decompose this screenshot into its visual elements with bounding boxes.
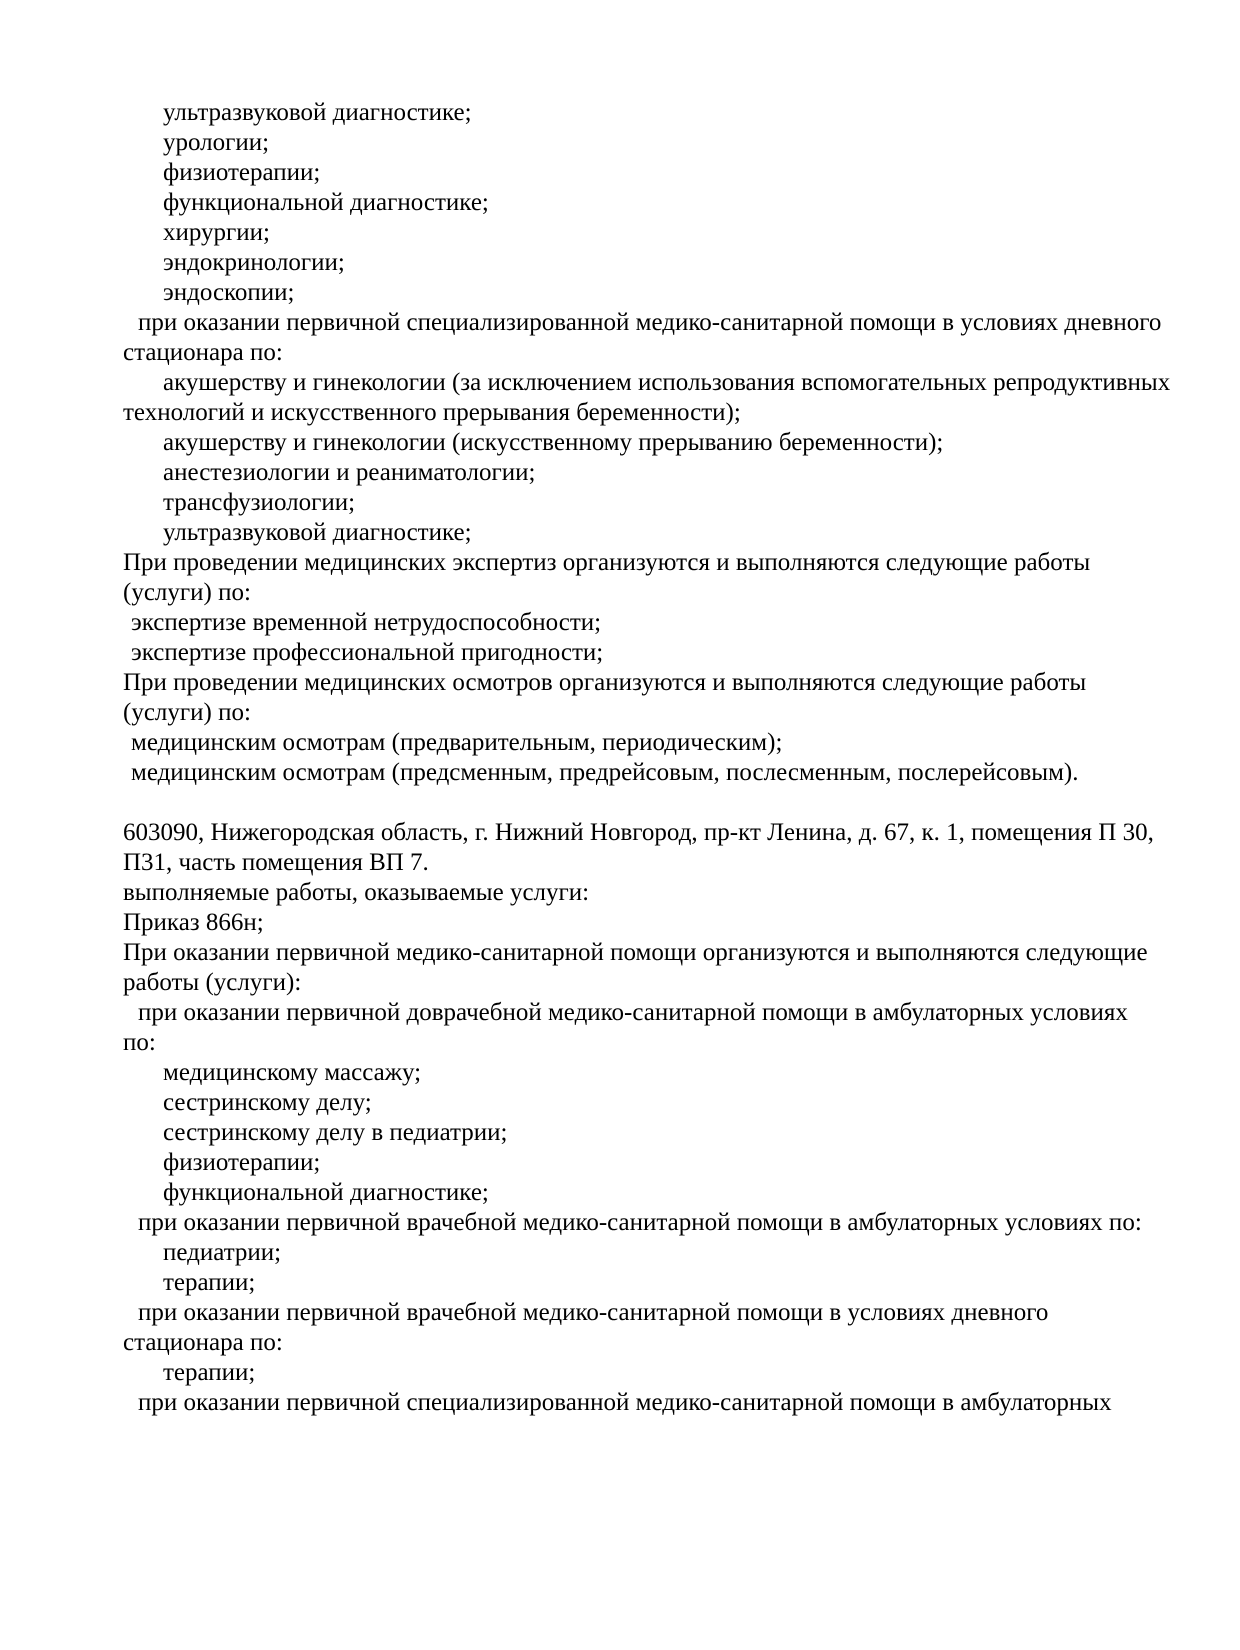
text-line: (услуги) по: <box>123 579 251 606</box>
text-line: при оказании первичной доврачебной медико-санитарной помощи в амбулаторных условиях <box>138 999 1128 1026</box>
text-line: при оказании первичной врачебной медико-санитарной помощи в условиях дневного <box>138 1299 1049 1326</box>
text-line: работы (услуги): <box>123 969 302 996</box>
text-line: экспертизе профессиональной пригодности; <box>131 639 604 666</box>
text-line: 603090, Нижегородская область, г. Нижний Новгород, пр-кт Ленина, д. 67, к. 1, помещения П 30, <box>123 819 1154 846</box>
text-line: эндоскопии; <box>163 279 295 306</box>
text-line: хирургии; <box>163 219 271 246</box>
text-line <box>123 788 1190 818</box>
text-line: технологий и искусственного прерывания беременности); <box>123 399 741 426</box>
text-line: эндокринологии; <box>163 249 345 276</box>
text-line: экспертизе временной нетрудоспособности; <box>131 609 602 636</box>
text-line: стационара по: <box>123 1329 283 1356</box>
text-line: терапии; <box>163 1359 256 1386</box>
text-line: При оказании первичной медико-санитарной помощи организуются и выполняются следующие <box>123 939 1148 966</box>
document-text-body <box>123 98 1190 1418</box>
text-line: физиотерапии; <box>163 159 321 186</box>
text-line: П31, часть помещения ВП 7. <box>123 849 429 876</box>
text-line: урологии; <box>163 129 270 156</box>
text-line: акушерству и гинекологии (за исключением использования вспомогательных репродуктивных <box>163 369 1171 396</box>
text-line: педиатрии; <box>163 1239 282 1266</box>
text-line: при оказании первичной специализированной медико-санитарной помощи в амбулаторных <box>138 1389 1112 1416</box>
text-line: трансфузиологии; <box>163 489 356 516</box>
text-line: физиотерапии; <box>163 1149 321 1176</box>
text-line: акушерству и гинекологии (искусственному прерыванию беременности); <box>163 429 944 456</box>
text-line: функциональной диагностике; <box>163 1179 489 1206</box>
text-line: медицинским осмотрам (предварительным, периодическим); <box>131 729 783 756</box>
text-line: функциональной диагностике; <box>163 189 489 216</box>
text-line: анестезиологии и реаниматологии; <box>163 459 536 486</box>
text-line: при оказании первичной врачебной медико-санитарной помощи в амбулаторных условиях по: <box>138 1209 1142 1236</box>
text-line: медицинскому массажу; <box>163 1059 422 1086</box>
text-line: При проведении медицинских осмотров организуются и выполняются следующие работы <box>123 669 1087 696</box>
text-line: стационара по: <box>123 339 283 366</box>
text-line: выполняемые работы, оказываемые услуги: <box>123 879 590 906</box>
text-line: по: <box>123 1029 156 1056</box>
text-line: ультразвуковой диагностике; <box>163 99 472 126</box>
text-line: сестринскому делу в педиатрии; <box>163 1119 508 1146</box>
text-line: при оказании первичной специализированной медико-санитарной помощи в условиях дневного <box>138 309 1162 336</box>
text-line: Приказ 866н; <box>123 909 264 936</box>
text-line: При проведении медицинских экспертиз организуются и выполняются следующие работы <box>123 549 1091 576</box>
text-line: терапии; <box>163 1269 256 1296</box>
text-line: (услуги) по: <box>123 699 251 726</box>
text-line: медицинским осмотрам (предсменным, предрейсовым, послесменным, послерейсовым). <box>131 759 1079 786</box>
text-line: сестринскому делу; <box>163 1089 372 1116</box>
text-line: ультразвуковой диагностике; <box>163 519 472 546</box>
